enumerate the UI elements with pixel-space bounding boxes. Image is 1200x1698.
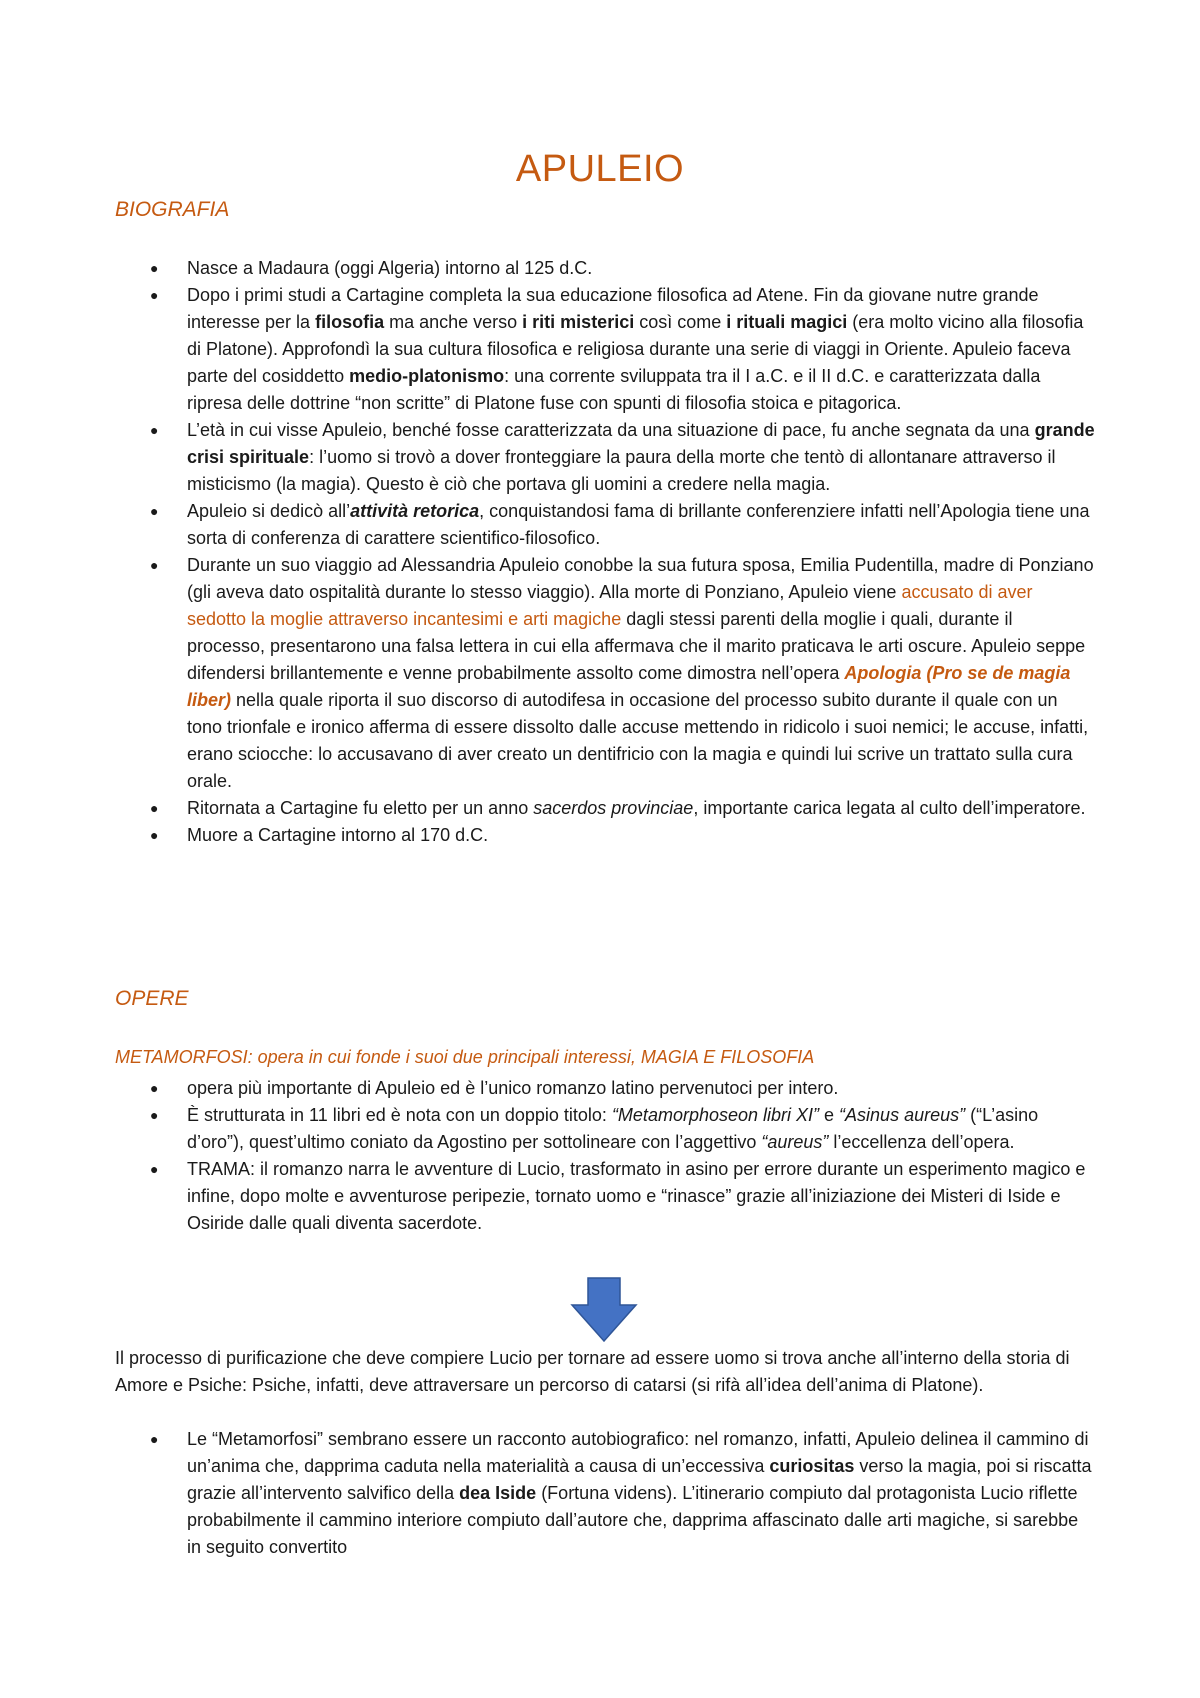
text-run: ma anche verso — [384, 312, 523, 332]
purification-paragraph: Il processo di purificazione che deve compiere Lucio per tornare ad essere uomo si trova anche all’interno della storia di Amore e Psiche: Psiche, infatti, deve attraversare un percorso di catarsi (si rifà all’idea dell’anima di Platone). — [115, 1348, 1070, 1395]
down-arrow-icon — [570, 1277, 638, 1343]
page-title: APULEIO — [515, 148, 685, 190]
text-run: e — [819, 1105, 840, 1125]
bullet-icon: ● — [150, 287, 159, 303]
text-run: Nasce a Madaura (oggi Algeria) intorno al 125 d.C. — [187, 258, 593, 278]
text-run: (Fortuna videns). L’itinerario compiuto dal protagonista Lucio riflette probabilmente il cammino interiore compiuto dall’autore che, dapprima affascinato dalle arti magiche, si sarebbe in seguito convertito — [187, 1483, 1079, 1557]
text-run: grande crisi spirituale — [187, 420, 1095, 467]
text-run: Durante un suo viaggio ad Alessandria Apuleio conobbe la sua futura sposa, Emilia Pudentilla, madre di Ponziano (gli aveva dato ospitalità durante lo stesso viaggio). Alla morte di Ponziano, Apuleio viene — [187, 555, 1094, 602]
biografia-heading: BIOGRAFIA — [115, 198, 230, 221]
list-item — [115, 1156, 1095, 1237]
opere-list — [115, 1075, 1095, 1237]
text-run: L’età in cui visse Apuleio, benché fosse caratterizzata da una situazione di pace, fu anche segnata da una — [187, 420, 1035, 440]
text-run: (era molto vicino alla filosofia di Platone). Approfondì la sua cultura filosofica e religiosa durante una serie di viaggi in Oriente. Apuleio faceva parte del cosiddetto — [187, 312, 1084, 386]
text-run: sacerdos provinciae — [533, 798, 694, 818]
text-run: accusato di aver sedotto la moglie attraverso incantesimi e arti magiche — [187, 582, 1033, 629]
bullet-icon: ● — [150, 422, 159, 438]
text-run: medio-platonismo — [349, 366, 505, 386]
autobiography-list — [115, 1426, 1095, 1561]
list-item — [115, 795, 1095, 822]
text-run: : una corrente sviluppata tra il I a.C. e il II d.C. e caratterizzata dalla ripresa delle dottrine “non scritte” di Platone fuse con spunti di filosofia stoica e pitagorica. — [187, 366, 1041, 413]
text-run: Apuleio si dedicò all’ — [187, 501, 351, 521]
list-item — [115, 1426, 1095, 1561]
list-item — [115, 822, 1095, 849]
text-run: opera più importante di Apuleio ed è l’unico romanzo latino pervenutoci per intero. — [187, 1078, 839, 1098]
text-run: , importante carica legata al culto dell’imperatore. — [693, 798, 1086, 818]
text-run: Muore a Cartagine intorno al 170 d.C. — [187, 825, 489, 845]
list-item — [115, 282, 1095, 417]
text-run: (“L’asino d’oro”), quest’ultimo coniato da Agostino per sottolineare con l’aggettivo — [187, 1105, 1039, 1152]
text-run: attività retorica — [350, 501, 480, 521]
text-run: filosofia — [315, 312, 385, 332]
bullet-icon: ● — [150, 1431, 159, 1447]
list-item — [115, 417, 1095, 498]
text-run: , conquistandosi fama di brillante conferenziere infatti nell’Apologia tiene una sorta di conferenza di carattere scientifico-filosofico. — [187, 501, 1090, 548]
list-item — [115, 552, 1095, 795]
text-run: È strutturata in 11 libri ed è nota con un doppio titolo: — [187, 1105, 612, 1125]
text-run: dea Iside — [459, 1483, 537, 1503]
bullet-icon: ● — [150, 260, 159, 276]
text-run: l’eccellenza dell’opera. — [828, 1132, 1015, 1152]
bullet-icon: ● — [150, 1161, 159, 1177]
text-run: “Metamorphoseon libri XI” — [611, 1105, 820, 1125]
text-run: “Asinus aureus” — [839, 1105, 966, 1125]
bullet-icon: ● — [150, 827, 159, 843]
text-run: Dopo i primi studi a Cartagine completa la sua educazione filosofica ad Atene. Fin da giovane nutre grande interesse per la — [187, 285, 1039, 332]
list-item — [115, 255, 1095, 282]
list-item — [115, 498, 1095, 552]
text-run: curiositas — [769, 1456, 855, 1476]
text-run: Apologia (Pro se de magia liber) — [187, 663, 1071, 710]
text-run: : l’uomo si trovò a dover fronteggiare la paura della morte che tentò di allontanare attraverso il misticismo (la magia). Questo è ciò che portava gli uomini a credere nella magia. — [187, 447, 1056, 494]
text-run: Le “Metamorfosi” sembrano essere un racconto autobiografico: nel romanzo, infatti, Apuleio delinea il cammino di un’anima che, dapprima caduta nella materialità a causa di un’eccessiva — [187, 1429, 1089, 1476]
down-arrow-shape — [572, 1278, 636, 1341]
opere-heading: OPERE — [115, 987, 189, 1010]
bullet-icon: ● — [150, 557, 159, 573]
metamorfosi-subheading: METAMORFOSI: opera in cui fonde i suoi due principali interessi, MAGIA E FILOSOFIA — [115, 1047, 815, 1067]
text-run: nella quale riporta il suo discorso di autodifesa in occasione del processo subito durante il quale con un tono trionfale e ironico afferma di essere dissolto dalle accuse mettendo in ridicolo i suoi nemici; le accuse, infatti, erano sciocche: lo accusavano di aver creato un dentifricio con la magia e quindi lui scrive un trattato sulla cura orale. — [187, 690, 1089, 791]
text-run: dagli stessi parenti della moglie i quali, durante il processo, presentarono una falsa lettera in cui ella affermava che il marito praticava le arti oscure. Apuleio seppe difendersi brillantemente e venne probabilmente assolto come dimostra nell’opera — [187, 609, 1086, 683]
text-run: così come — [634, 312, 727, 332]
text-run: i rituali magici — [726, 312, 848, 332]
text-run: i riti misterici — [522, 312, 635, 332]
text-run: verso la magia, poi si riscatta grazie all’intervento salvifico della — [187, 1456, 1092, 1503]
list-item — [115, 1075, 1095, 1102]
text-run: TRAMA: il romanzo narra le avventure di Lucio, trasformato in asino per errore durante un esperimento magico e infine, dopo molte e avventurose peripezie, tornato uomo e “rinasce” grazie all’iniziazione dei Misteri di Iside e Osiride dalle quali diventa sacerdote. — [187, 1159, 1086, 1233]
text-run: “aureus” — [761, 1132, 829, 1152]
text-run: Ritornata a Cartagine fu eletto per un anno — [187, 798, 534, 818]
biografia-list — [115, 255, 1095, 849]
list-item — [115, 1102, 1095, 1156]
bullet-icon: ● — [150, 1080, 159, 1096]
bullet-icon: ● — [150, 800, 159, 816]
bullet-icon: ● — [150, 1107, 159, 1123]
bullet-icon: ● — [150, 503, 159, 519]
